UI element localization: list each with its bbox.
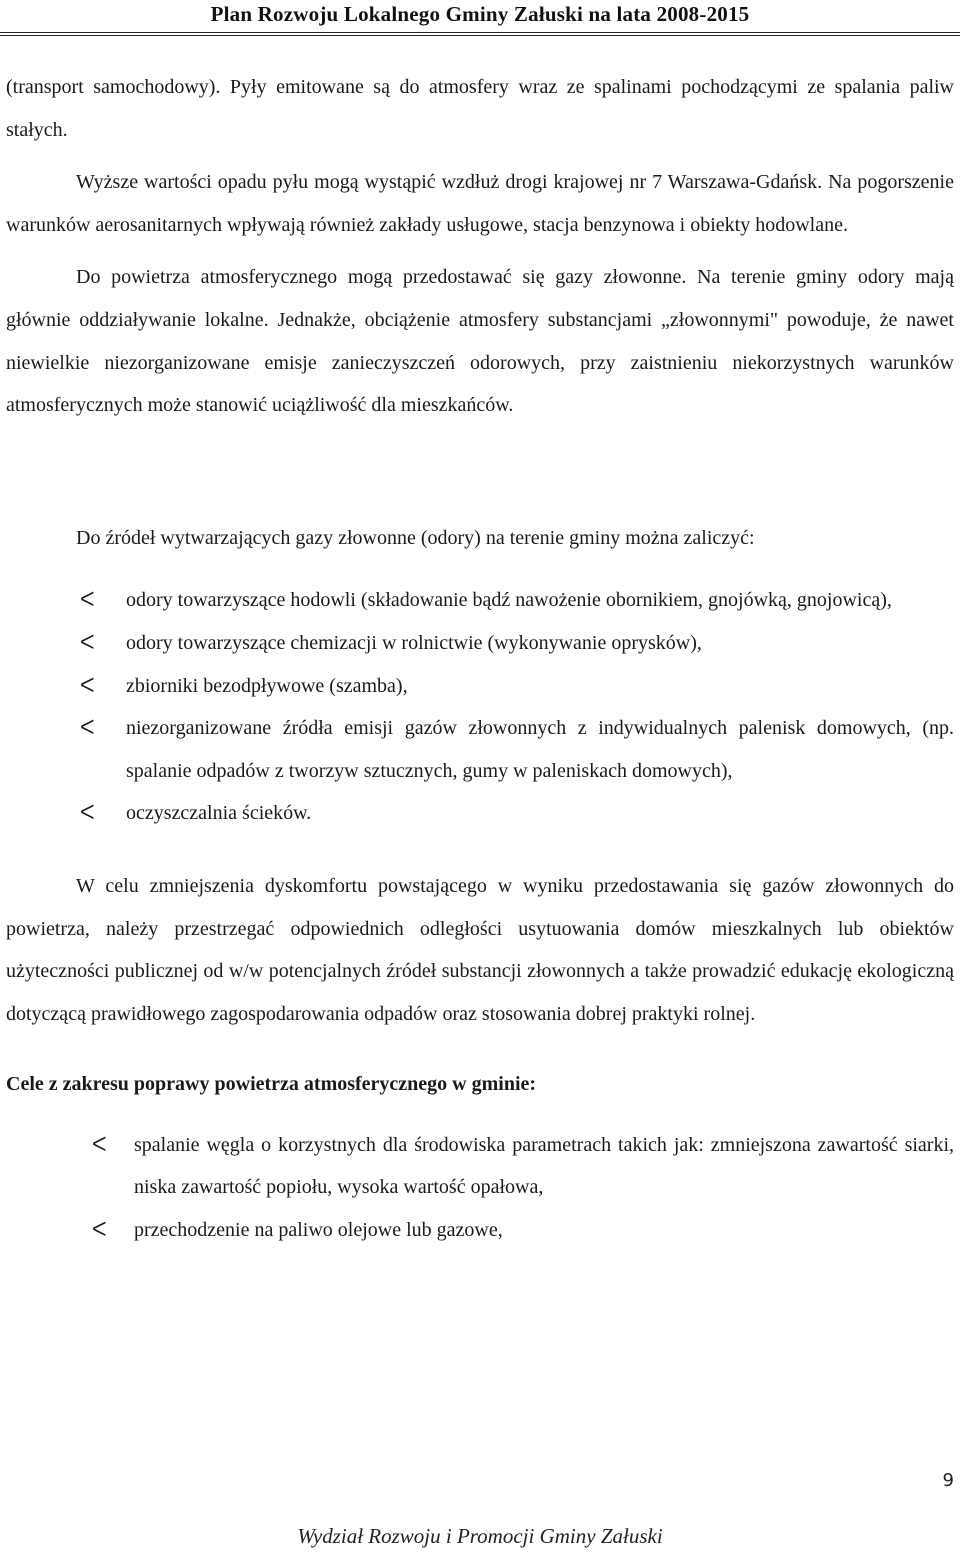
odor-sources-list <box>6 579 954 835</box>
arrow-bullet-icon: ᐸ <box>80 589 95 612</box>
list-item: ᐸ zbiorniki bezodpływowe (szamba), <box>6 665 954 708</box>
arrow-bullet-icon: ᐸ <box>92 1219 107 1242</box>
list-item: ᐸ niezorganizowane źródła emisji gazów złowonnych z indywidualnych palenisk domowych, (np. spalanie odpadów z tworzyw sztucznych, gumy w paleniskach domowych), <box>6 707 954 792</box>
arrow-bullet-icon: ᐸ <box>80 674 95 697</box>
list-item: ᐸ odory towarzyszące chemizacji w rolnictwie (wykonywanie oprysków), <box>6 622 954 665</box>
page-header <box>0 0 960 30</box>
arrow-bullet-icon: ᐸ <box>80 717 95 740</box>
page-number: 9 <box>942 1470 954 1491</box>
document-body <box>6 66 954 1252</box>
arrow-bullet-icon: ᐸ <box>92 1133 107 1156</box>
paragraph-odor-gases: Do powietrza atmosferycznego mogą przedostawać się gazy złowonne. Na terenie gminy odory mają głównie oddziaływanie lokalne. Jednakże, obciążenie atmosfery substancjami „złowonnymi" powoduje, że nawet niewielkie niezorganizowane emisje zanieczyszczeń odorowych, przy zaistnieniu niekorzystnych warunków atmosferycznych może stanowić uciążliwość dla mieszkańców. <box>6 266 954 417</box>
list-item: ᐸ odory towarzyszące hodowli (składowanie bądź nawożenie obornikiem, gnojówką, gnojowicą), <box>6 579 954 622</box>
list-item: ᐸ oczyszczalnia ścieków. <box>6 792 954 835</box>
page-footer: Wydział Rozwoju i Promocji Gminy Załuski <box>297 1524 663 1548</box>
paragraph-transport: (transport samochodowy). Pyły emitowane są do atmosfery wraz ze spalinami pochodzącymi ze spalania paliw stałych. <box>6 76 954 141</box>
list-item: ᐸ przechodzenie na paliwo olejowe lub gazowe, <box>6 1209 954 1252</box>
list-item: ᐸ spalanie węgla o korzystnych dla środowiska parametrach takich jak: zmniejszona zawartość siarki, niska zawartość popiołu, wysoka wartość opałowa, <box>6 1124 954 1209</box>
paragraph-mitigation: W celu zmniejszenia dyskomfortu powstającego w wyniku przedostawania się gazów złowonnych do powietrza, należy przestrzegać odpowiednich odległości usytuowania domów mieszkalnych lub obiektów użyteczności publicznej od w/w potencjalnych źródeł substancji złowonnych a także prowadzić edukację ekologiczną dotyczącą prawidłowego zagospodarowania odpadów oraz stosowania dobrej praktyki rolnej. <box>6 874 954 1025</box>
goals-list <box>6 1124 954 1252</box>
paragraph-odor-sources-intro: Do źródeł wytwarzających gazy złowonne (odory) na terenie gminy można zaliczyć: <box>76 526 755 549</box>
arrow-bullet-icon: ᐸ <box>80 631 95 654</box>
goals-heading: Cele z zakresu poprawy powietrza atmosferycznego w gminie: <box>6 1073 537 1096</box>
arrow-bullet-icon: ᐸ <box>80 802 95 825</box>
header-rule-double <box>0 35 960 36</box>
header-title: Plan Rozwoju Lokalnego Gminy Załuski na lata 2008-2015 <box>210 2 750 26</box>
paragraph-dust: Wyższe wartości opadu pyłu mogą wystąpić wzdłuż drogi krajowej nr 7 Warszawa-Gdańsk. Na pogorszenie warunków aerosanitarnych wpływają również zakłady usługowe, stacja benzynowa i obiekty hodowlane. <box>6 171 954 236</box>
header-rule <box>0 32 960 33</box>
